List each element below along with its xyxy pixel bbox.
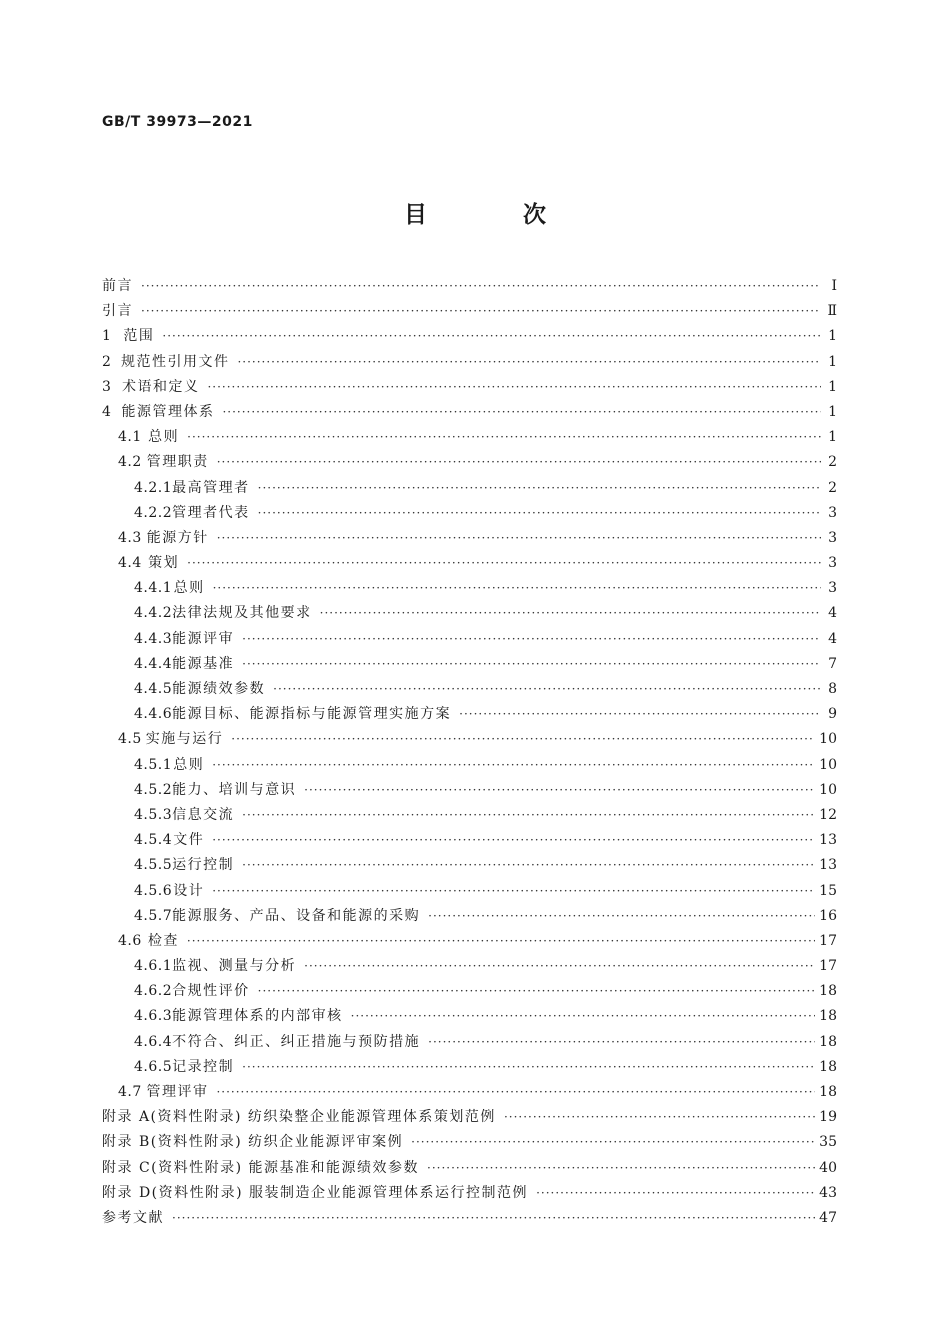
toc-entry-page: 18 xyxy=(819,983,837,1000)
toc-entry-number: 4.2.2 xyxy=(134,504,173,521)
toc-entry-page: 1 xyxy=(828,353,837,370)
toc-entry-page: 15 xyxy=(819,882,837,899)
toc-entry-number: 4.5.4 xyxy=(134,832,173,849)
toc-entry[interactable] xyxy=(102,324,837,349)
toc-entry-number: 4.5.2 xyxy=(134,781,173,798)
toc-dot-leader xyxy=(242,853,815,878)
toc-entry[interactable] xyxy=(102,803,837,828)
toc-entry-label: 附录 B(资料性附录) 纺织企业能源评审案例 xyxy=(102,1134,404,1151)
toc-entry-number: 4.2 xyxy=(118,454,142,471)
toc-entry-page: 4 xyxy=(828,630,837,647)
toc-entry-label: 能源管理体系的内部审核 xyxy=(172,1008,343,1025)
toc-entry-page: 10 xyxy=(819,731,837,748)
toc-entry-label: 合规性评价 xyxy=(172,983,250,1000)
toc-entry[interactable] xyxy=(102,853,837,878)
toc-dot-leader xyxy=(213,576,821,601)
toc-entry-label: 能源基准 xyxy=(172,655,235,672)
toc-entry-label: 记录控制 xyxy=(172,1058,235,1075)
toc-entry[interactable] xyxy=(102,1004,837,1029)
toc-entry-number: 4.1 xyxy=(118,429,142,446)
toc-entry-page: 19 xyxy=(819,1109,837,1126)
toc-entry-label: 能源目标、能源指标与能源管理实施方案 xyxy=(172,706,452,723)
toc-entry[interactable] xyxy=(102,1105,837,1130)
toc-entry-number: 4.6.2 xyxy=(134,983,173,1000)
toc-entry-page: 3 xyxy=(828,555,837,572)
toc-entry-label: 附录 C(资料性附录) 能源基准和能源绩效参数 xyxy=(102,1159,420,1176)
toc-entry-label: 附录 D(资料性附录) 服装制造企业能源管理体系运行控制范例 xyxy=(102,1184,529,1201)
toc-entry-label: 检查 xyxy=(147,932,179,949)
toc-entry-number: 4.4.2 xyxy=(134,605,173,622)
toc-dot-leader xyxy=(212,753,815,778)
toc-entry-number: 4.2.1 xyxy=(134,479,173,496)
toc-dot-leader xyxy=(304,778,815,803)
toc-entry-page: 9 xyxy=(828,706,837,723)
toc-dot-leader xyxy=(187,425,821,450)
toc-dot-leader xyxy=(141,274,821,299)
toc-dot-leader xyxy=(141,299,821,324)
toc-entry[interactable] xyxy=(102,375,837,400)
toc-entry[interactable] xyxy=(102,702,837,727)
toc-dot-leader xyxy=(504,1105,815,1130)
toc-entry-number: 4.5.5 xyxy=(134,857,173,874)
toc-entry[interactable] xyxy=(102,501,837,526)
toc-entry-page: 1 xyxy=(828,378,837,395)
toc-entry-page: 16 xyxy=(819,907,837,924)
toc-entry-label: 最高管理者 xyxy=(172,479,250,496)
table-of-contents xyxy=(102,274,837,1231)
toc-entry-number: 2 xyxy=(102,353,112,370)
toc-entry-label: 文件 xyxy=(173,832,205,849)
toc-entry-number: 4.5.1 xyxy=(134,756,173,773)
toc-entry-page: 43 xyxy=(819,1184,837,1201)
toc-dot-leader xyxy=(207,375,821,400)
toc-entry-page: 3 xyxy=(828,580,837,597)
toc-entry-label: 信息交流 xyxy=(172,806,235,823)
toc-entry-page: 13 xyxy=(819,857,837,874)
toc-entry-number: 4.6.3 xyxy=(134,1008,173,1025)
toc-entry-page: Ⅰ xyxy=(831,278,837,294)
toc-entry-page: 10 xyxy=(819,756,837,773)
toc-entry[interactable] xyxy=(102,1130,837,1155)
toc-dot-leader xyxy=(242,1055,815,1080)
toc-dot-leader xyxy=(172,1206,815,1231)
toc-entry-label: 总则 xyxy=(173,756,205,773)
toc-entry-label: 设计 xyxy=(173,882,205,899)
toc-entry-label: 能源管理体系 xyxy=(121,403,215,420)
toc-entry-label: 运行控制 xyxy=(172,857,235,874)
toc-entry-page: 3 xyxy=(828,504,837,521)
toc-entry-page: 4 xyxy=(828,605,837,622)
toc-entry[interactable] xyxy=(102,1206,837,1231)
toc-entry-page: 18 xyxy=(819,1008,837,1025)
toc-dot-leader xyxy=(428,1030,815,1055)
toc-entry[interactable] xyxy=(102,299,837,324)
toc-dot-leader xyxy=(162,324,821,349)
toc-entry[interactable] xyxy=(102,627,837,652)
toc-entry-number: 4.5.7 xyxy=(134,907,173,924)
toc-entry-label: 能源评审 xyxy=(172,630,235,647)
toc-dot-leader xyxy=(242,627,821,652)
toc-entry[interactable] xyxy=(102,652,837,677)
toc-entry-label: 实施与运行 xyxy=(145,731,224,748)
toc-entry-label: 总则 xyxy=(148,429,180,446)
toc-entry-page: 17 xyxy=(819,958,837,975)
toc-entry-page: 12 xyxy=(819,806,837,823)
toc-entry[interactable] xyxy=(102,1055,837,1080)
toc-entry-number: 4.4.6 xyxy=(134,706,173,723)
toc-entry[interactable] xyxy=(102,551,837,576)
toc-entry-page: 8 xyxy=(828,681,837,697)
toc-entry-page: 13 xyxy=(819,832,837,849)
toc-entry-number: 4 xyxy=(102,403,112,420)
toc-dot-leader xyxy=(231,727,815,752)
toc-entry-number: 4.7 xyxy=(118,1084,142,1100)
toc-dot-leader xyxy=(222,400,821,425)
toc-entry[interactable] xyxy=(102,1080,837,1105)
toc-entry-number: 4.6.5 xyxy=(134,1058,173,1075)
toc-entry[interactable] xyxy=(102,601,837,626)
toc-dot-leader xyxy=(258,501,821,526)
toc-entry-number: 4.5 xyxy=(118,731,142,748)
toc-entry-label: 引言 xyxy=(102,303,133,320)
toc-entry-label: 前言 xyxy=(102,278,133,294)
toc-entry-number: 4.4.5 xyxy=(134,681,173,697)
toc-dot-leader xyxy=(273,677,821,702)
toc-entry-number: 4.3 xyxy=(118,529,142,546)
toc-entry[interactable] xyxy=(102,879,837,904)
toc-entry-page: 1 xyxy=(828,429,837,446)
toc-dot-leader xyxy=(242,803,815,828)
toc-entry-label: 管理者代表 xyxy=(172,504,250,521)
toc-entry-page: 18 xyxy=(819,1058,837,1075)
toc-entry-number: 4.4 xyxy=(118,555,142,572)
toc-entry-page: 1 xyxy=(828,328,837,345)
toc-entry-label: 术语和定义 xyxy=(121,378,200,395)
standard-code: GB/T 39973—2021 xyxy=(102,114,253,130)
toc-entry-number: 4.5.3 xyxy=(134,806,173,823)
toc-entry-label: 参考文献 xyxy=(102,1209,164,1226)
toc-entry[interactable] xyxy=(102,450,837,475)
toc-dot-leader xyxy=(304,954,815,979)
toc-entry-page: 7 xyxy=(828,655,837,672)
toc-entry[interactable] xyxy=(102,400,837,425)
toc-entry-number: 1 xyxy=(102,328,112,345)
toc-entry[interactable] xyxy=(102,778,837,803)
toc-entry-label: 总则 xyxy=(173,580,205,597)
toc-entry[interactable] xyxy=(102,274,837,299)
toc-entry-page: 3 xyxy=(828,529,837,546)
toc-dot-leader xyxy=(217,526,821,551)
toc-entry[interactable] xyxy=(102,753,837,778)
toc-entry[interactable] xyxy=(102,828,837,853)
toc-dot-leader xyxy=(212,879,815,904)
toc-entry[interactable] xyxy=(102,425,837,450)
toc-dot-leader xyxy=(459,702,821,727)
toc-entry-label: 能源服务、产品、设备和能源的采购 xyxy=(172,907,421,924)
toc-entry-label: 能源方针 xyxy=(146,529,209,546)
toc-dot-leader xyxy=(216,1080,815,1105)
toc-entry[interactable] xyxy=(102,526,837,551)
toc-entry-page: 18 xyxy=(819,1033,837,1050)
toc-entry[interactable] xyxy=(102,1181,837,1206)
toc-dot-leader xyxy=(258,476,821,501)
toc-dot-leader xyxy=(428,904,815,929)
toc-entry-page: 17 xyxy=(819,932,837,949)
toc-entry-label: 能源绩效参数 xyxy=(172,681,266,697)
toc-dot-leader xyxy=(320,601,821,626)
toc-entry-number: 4.4.3 xyxy=(134,630,173,647)
toc-dot-leader xyxy=(242,652,821,677)
toc-dot-leader xyxy=(187,929,815,954)
toc-dot-leader xyxy=(411,1130,815,1155)
toc-entry[interactable] xyxy=(102,727,837,752)
toc-dot-leader xyxy=(351,1004,816,1029)
toc-entry[interactable] xyxy=(102,929,837,954)
toc-entry-number: 4.6 xyxy=(118,932,142,949)
toc-entry[interactable] xyxy=(102,979,837,1004)
toc-dot-leader xyxy=(258,979,816,1004)
toc-entry[interactable] xyxy=(102,576,837,601)
toc-entry-label: 附录 A(资料性附录) 纺织染整企业能源管理体系策划范例 xyxy=(102,1109,496,1126)
toc-entry-number: 4.6.4 xyxy=(134,1033,173,1050)
toc-entry-label: 监视、测量与分析 xyxy=(172,958,297,975)
toc-entry-number: 4.6.1 xyxy=(134,958,173,975)
toc-entry[interactable] xyxy=(102,954,837,979)
toc-entry[interactable] xyxy=(102,476,837,501)
toc-entry-page: 1 xyxy=(828,403,837,420)
toc-entry-number: 4.5.6 xyxy=(134,882,173,899)
toc-entry[interactable] xyxy=(102,1030,837,1055)
toc-dot-leader xyxy=(217,450,821,475)
page-title: 目 次 xyxy=(403,202,590,228)
toc-entry-label: 不符合、纠正、纠正措施与预防措施 xyxy=(172,1033,421,1050)
toc-entry-label: 管理职责 xyxy=(146,454,209,471)
toc-entry-number: 4.4.1 xyxy=(134,580,173,597)
toc-entry-page: 40 xyxy=(819,1159,837,1176)
toc-dot-leader xyxy=(536,1181,815,1206)
toc-entry-label: 策划 xyxy=(148,555,180,572)
toc-entry-page: 2 xyxy=(828,454,837,471)
toc-entry-number: 4.4.4 xyxy=(134,655,173,672)
toc-entry-label: 法律法规及其他要求 xyxy=(172,605,312,622)
toc-entry[interactable] xyxy=(102,677,837,702)
toc-entry-number: 3 xyxy=(102,378,112,395)
toc-entry-page: 47 xyxy=(819,1209,837,1226)
toc-dot-leader xyxy=(212,828,815,853)
toc-entry-page: 10 xyxy=(819,781,837,798)
toc-entry-label: 范围 xyxy=(123,328,155,345)
toc-entry[interactable] xyxy=(102,904,837,929)
toc-entry-page: 18 xyxy=(819,1084,837,1100)
toc-entry-label: 能力、培训与意识 xyxy=(172,781,297,798)
toc-entry-page: Ⅱ xyxy=(827,303,837,320)
toc-dot-leader xyxy=(237,350,821,375)
toc-entry[interactable] xyxy=(102,1156,837,1181)
toc-dot-leader xyxy=(187,551,821,576)
toc-entry-page: 35 xyxy=(819,1134,837,1151)
toc-entry[interactable] xyxy=(102,350,837,375)
toc-entry-page: 2 xyxy=(828,479,837,496)
toc-entry-label: 管理评审 xyxy=(146,1084,209,1100)
toc-entry-label: 规范性引用文件 xyxy=(120,353,230,370)
toc-dot-leader xyxy=(427,1156,815,1181)
